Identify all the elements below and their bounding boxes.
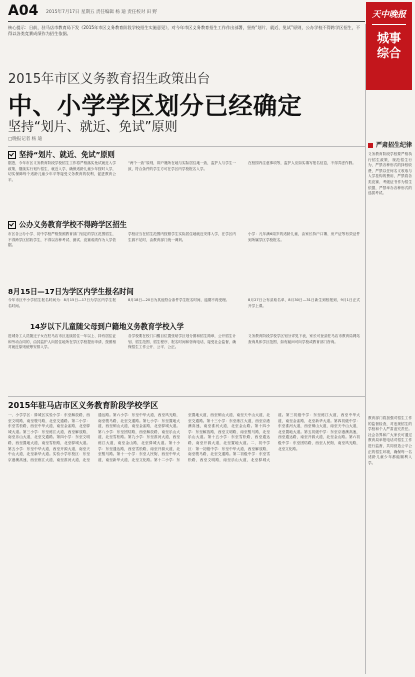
paragraph: 在校园内注意事项等，监护人应如实填写报名信息，不得弄虚作假。 [248,161,356,165]
paragraph: 各学校要在校门口醒目位置张贴学区划分图和招生简章，公开招生计划、招生范围、招生程序、报名时间和咨询电话，接受社会监督，确保招生工作公开、公平、公正。 [128,334,236,350]
article-overtitle: 2015年市区义务教育招生政策出台 [8,72,211,87]
paragraph: 8月18日—20日为其他符合条件学生报名时间，逾期不再受理。 [128,298,230,302]
school-zone-list: 一、小学学区：驿城区实验小学：东至解放路，西至文明路，南至骏马路，北至交通路。第二小学：东至雪松路，西至中华大道，南至金雀路，北至驿城大道。第三小学：东至练江大道，西至解放路，南至乐山大道，北至交通路。第四小学：东至文明路，西至置地大道，南至雪松路，北至驿城大道。第五小学：东至中华大道，西至开源大道，南至天中山大道，北至新华大道。实验小学东校区：东至京港澳高速，西至练江大道，南至淮河大道，北至通达路。第六小学：东至中华大道，西至风光路，南至骏马路，北至交通路。第七小学：东至置地大道，西至铜山大道，南至金雀路，北至驿城大道。第八小学：东至团结路，西至解放路，南至乐山大道，北至雪松路。第九小学：东至淮河大道，西至练江大道，南至金山路，北至驿城大道。第十小学：东至通达路，西至雪松路，南至开源大道，北至骏马路。第十一小学：东至人民街，西至中华大道，南至新华大道，北至文化路。第十二小学：东至置地大道，西至铜山大道，南至天中山大道，北至交通路。第十三小学：东至练江大道，西至京港澳高速，南至淮河大道，北至金山路。第十四小学：东至解放路，西至文明路，南至骏马路，北至乐山大道。第十五小学：东至雪松路，西至通达路，南至开源大道，北至置地大道。二、初中学区：第一初级中学：东至中华大道，西至解放路，南至骏马路，北至交通路。第二初级中学：东至雪松路，西至文明路，南至乐山大道，北至驿城大道。第三初级中学：东至练江大道，西至中华大道，南至金雀路，北至新华大道。第四初级中学：东至淮河大道，西至铜山大道，南至天中山大道，北至置地大道。第五初级中学：东至京港澳高速，西至通达路，南至开源大道，北至金山路。第六初级中学：东至团结路，西至人民街，南至风光路，北至文化路。 [8,413,360,462]
section-heading: 14岁以下儿童随父母到户籍地义务教育学校入学 [30,322,184,331]
paragraph: 今年市区中小学招生报名时间为：8月15日—17日为学区内学生报名时间。 [8,298,116,308]
brand-logo: 天中晚报 [371,10,406,20]
sidebar-paragraph: 教育部门将加强对招生工作的监督检查，对违规招生的学校和个人严肃追究责任。社会各界和广大家长可通过教育局举报电话对招生工作进行监督，共同营造公平公正的招生环境，确保每一名适龄儿童少年都能顺利入学。 [368,416,412,465]
paragraph: 义务教育阶段学校学区划分详见下表，家长可登录驻马店市教育局网站查询具体学区范围，如有疑问可向学校或教育部门咨询。 [248,334,360,344]
header-meta: 2015年7月17日 星期五 责任编辑 杨 迪 责任校对 田 野 [46,10,158,15]
header-rule [8,21,365,22]
paragraph: 学校应当在招生范围内按照学生实际居住地就近安排入学，在学区内生源不足时，由教育部门统一调剂。 [128,232,236,242]
column-divider [365,24,366,674]
paragraph: “两个一致”原则，即户籍所在地与实际居住地一致，监护人与学生一致，符合条件的学生方可在学区内学校报名入学。 [128,161,236,171]
paragraph: 8月27日公布录取名单，8月30日—31日新生到校报到，9月1日正式开学上课。 [248,298,360,308]
check-icon [8,151,16,159]
sidebar-paragraph: 义务教育阶段学校要严格执行招生政策，规范招生行为，严禁各种形式的择校收费，严禁以任何名义收取与入学挂钩的费用，严禁将各类竞赛、考级证书作为招生依据，严禁举办各种形式的选拔考试。 [368,152,412,196]
page-number: A04 [8,3,39,19]
section-heading: 8月15日—17日为学区内学生报名时间 [8,287,134,296]
article-title: 中、小学学区划分已经确定 [8,92,302,120]
section-heading: 公办义务教育学校不得跨学区招生 [8,220,127,230]
square-bullet-icon [368,143,373,148]
section-heading: 坚持“划片、就近、免试”原则 [8,150,115,160]
core-summary: 核心提示：日前，驻马店市教育局下发《2015年市区义务教育阶段学校招生实施意见》，对今年市区义务教育招生工作作出部署，坚持“划片、就近、免试”原则，公办学校不得跨学区招生，不得以各类竞赛成绩作为招生依据。 [8,25,361,36]
column-name-line1: 城事 [376,31,401,45]
brand-divider [372,24,406,25]
check-icon [8,221,16,229]
sidebar-heading: 严肃招生纪律 [368,140,412,149]
page-header [8,2,365,22]
article-subtitle: 坚持“划片、就近、免试”原则 [8,120,178,135]
divider [8,396,365,397]
paragraph: 小学：凡年满6周岁的适龄儿童，由家长持户口簿、房产证等有效证件到所属学区学校报名。 [248,232,360,242]
section-heading: 2015年驻马店市区义务教育阶段学校学区 [8,401,159,410]
paragraph: 市区各公办小学、初中学校严格按照教育部门划定的学区范围招生，不得跨学区招收学生，不得以各种考试、测试、竞赛成绩作为入学依据。 [8,232,116,248]
brand-block [366,2,412,90]
paragraph: 据悉，今年市区义务教育阶段学校招生工作将严格落实免试就近入学政策，继续实行划片招生、就近入学，确保适龄儿童少年按时入学，切实保障每个适龄儿童少年平等接受义务教育的权利，促进教育公平。 [8,161,116,182]
paragraph: 进城务工人员随迁子女在驻马店市区连续居住一年以上、持有居住证和劳动合同的，由其监护人向居住地所在学区学校提出申请，按照相对就近原则统筹安排入学。 [8,334,116,350]
byline: □晚报记者 杨 迪 [8,137,43,142]
column-name-line2: 综合 [376,46,401,60]
divider [8,146,365,147]
